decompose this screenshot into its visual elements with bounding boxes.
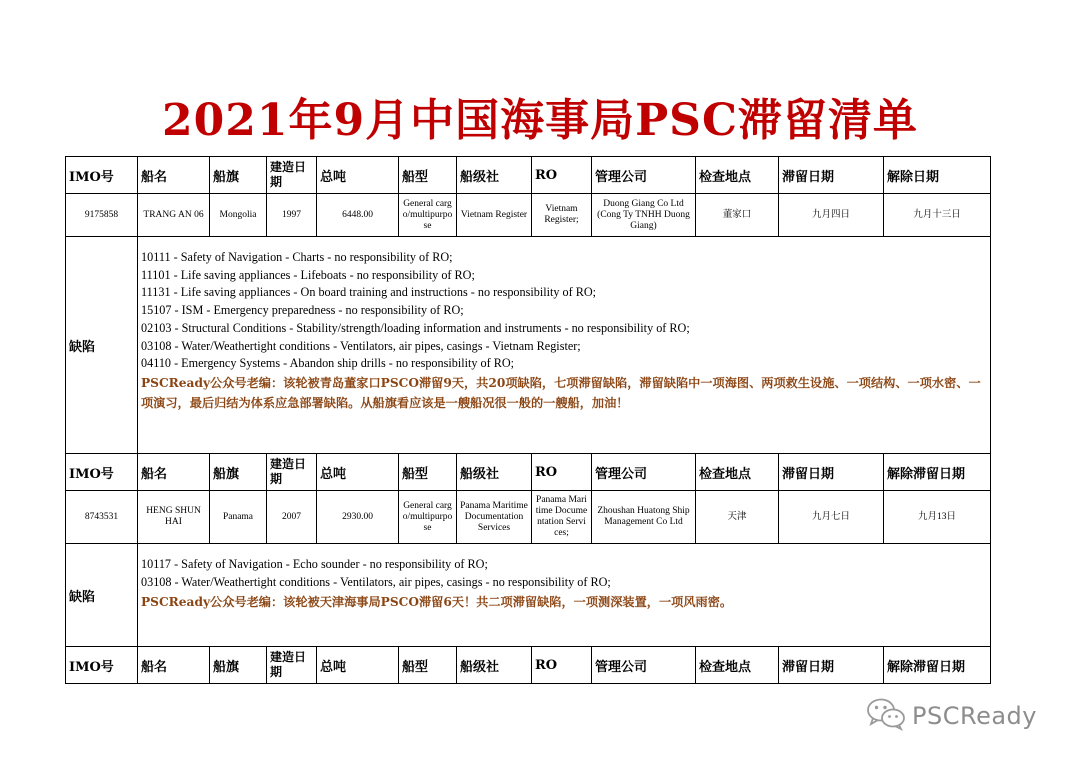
- ro-cell: Vietnam Register;: [532, 194, 592, 237]
- defect-label: 缺陷: [66, 237, 138, 454]
- detained-date-cell: 九月四日: [779, 194, 884, 237]
- header-cell: 船名: [138, 157, 210, 194]
- header-cell: 船名: [138, 454, 210, 491]
- flag-cell: Mongolia: [210, 194, 267, 237]
- defect-item: 11131 - Life saving appliances - On board training and instructions - no responsibility of RO;: [141, 285, 597, 300]
- header-cell: 船旗: [210, 454, 267, 491]
- header-cell: 船型: [399, 647, 457, 684]
- imo-cell: 9175858: [66, 194, 138, 237]
- ro-cell: Panama Maritime Documentation Services;: [532, 491, 592, 544]
- header-cell: 滞留日期: [779, 647, 884, 684]
- defects-cell: [138, 237, 991, 454]
- header-cell: 建造日期: [267, 647, 317, 684]
- header-cell: 建造日期: [267, 454, 317, 491]
- header-cell: 总吨: [317, 157, 399, 194]
- built-cell: 2007: [267, 491, 317, 544]
- class-cell: Panama Maritime Documentation Services: [457, 491, 532, 544]
- header-cell: RO: [532, 454, 592, 491]
- header-row: [66, 647, 991, 684]
- header-cell: 滞留日期: [779, 157, 884, 194]
- header-cell: 建造日期: [267, 157, 317, 194]
- defects-cell: [138, 544, 991, 647]
- released-date-cell: 九月十三日: [884, 194, 991, 237]
- defect-item: 10117 - Safety of Navigation - Echo sounder - no responsibility of RO;: [141, 557, 488, 572]
- header-cell: 管理公司: [592, 454, 696, 491]
- watermark-text: PSCReady: [912, 702, 1037, 730]
- header-cell: RO: [532, 647, 592, 684]
- header-cell: IMO号: [66, 454, 138, 491]
- detention-table: [65, 156, 991, 684]
- header-cell: 解除滞留日期: [884, 454, 991, 491]
- header-cell: 船级社: [457, 647, 532, 684]
- header-row: [66, 157, 991, 194]
- flag-cell: Panama: [210, 491, 267, 544]
- header-cell: 滞留日期: [779, 454, 884, 491]
- header-cell: 船旗: [210, 647, 267, 684]
- header-cell: 检查地点: [696, 454, 779, 491]
- defects-row: [66, 544, 991, 647]
- editor-note: PSCReady公众号老编：该轮被天津海事局PSCO滞留6天！共二项滞留缺陷，一项测深装置，一项风雨密。: [141, 594, 733, 609]
- detained-date-cell: 九月七日: [779, 491, 884, 544]
- company-cell: Zhoushan Huatong Ship Management Co Ltd: [592, 491, 696, 544]
- defect-item: 04110 - Emergency Systems - Abandon ship drills - no responsibility of RO;: [141, 356, 515, 371]
- defect-item: 15107 - ISM - Emergency preparedness - no responsibility of RO;: [141, 303, 464, 318]
- released-date-cell: 九月13日: [884, 491, 991, 544]
- header-cell: 检查地点: [696, 157, 779, 194]
- wechat-icon: [866, 697, 906, 736]
- imo-cell: 8743531: [66, 491, 138, 544]
- header-cell: 船旗: [210, 157, 267, 194]
- defect-item: 02103 - Structural Conditions - Stability/strength/loading information and instruments - no responsibility of RO;: [141, 320, 690, 335]
- header-cell: 船名: [138, 647, 210, 684]
- ship-name-cell: HENG SHUN HAI: [138, 491, 210, 544]
- page-title: 2021年9月中国海事局PSC滞留清单: [162, 95, 918, 146]
- place-cell: 天津: [696, 491, 779, 544]
- editor-note: PSCReady公众号老编：该轮被青岛董家口PSCO滞留9天，共20项缺陷，七项滞留缺陷，滞留缺陷中一项海图、两项救生设施、一项结构、一项水密、一项演习，最后归结为体系应急部署缺陷。从船旗看应该是一艘船况很一般的一艘船，加油！: [141, 376, 981, 411]
- built-cell: 1997: [267, 194, 317, 237]
- header-cell: 解除日期: [884, 157, 991, 194]
- defect-item: 11101 - Life saving appliances - Lifeboats - no responsibility of RO;: [141, 267, 475, 282]
- header-cell: 船级社: [457, 454, 532, 491]
- header-cell: 船型: [399, 157, 457, 194]
- header-cell: IMO号: [66, 647, 138, 684]
- defect-item: 03108 - Water/Weathertight conditions - Ventilators, air pipes, casings - no responsibility of RO;: [141, 575, 611, 589]
- header-cell: 船型: [399, 454, 457, 491]
- header-cell: 检查地点: [696, 647, 779, 684]
- header-cell: 管理公司: [592, 647, 696, 684]
- tonnage-cell: 6448.00: [317, 194, 399, 237]
- header-cell: 船级社: [457, 157, 532, 194]
- watermark: [866, 696, 1056, 736]
- ship-type-cell: General cargo/multipurpose: [399, 491, 457, 544]
- header-cell: 管理公司: [592, 157, 696, 194]
- header-row: [66, 454, 991, 491]
- ship-name-cell: TRANG AN 06: [138, 194, 210, 237]
- header-cell: 总吨: [317, 454, 399, 491]
- tonnage-cell: 2930.00: [317, 491, 399, 544]
- header-cell: 总吨: [317, 647, 399, 684]
- place-cell: 董家口: [696, 194, 779, 237]
- defect-item: 10111 - Safety of Navigation - Charts - no responsibility of RO;: [141, 249, 453, 264]
- defects-row: [66, 237, 991, 454]
- defect-item: 03108 - Water/Weathertight conditions - Ventilators, air pipes, casings - Vietnam Register;: [141, 338, 581, 353]
- header-cell: 解除滞留日期: [884, 647, 991, 684]
- ship-row: [66, 491, 991, 544]
- defect-label: 缺陷: [66, 544, 138, 647]
- ship-row: [66, 194, 991, 237]
- class-cell: Vietnam Register: [457, 194, 532, 237]
- header-cell: IMO号: [66, 157, 138, 194]
- ship-type-cell: General cargo/multipurpose: [399, 194, 457, 237]
- company-cell: Duong Giang Co Ltd (Cong Ty TNHH Duong Giang): [592, 194, 696, 237]
- header-cell: RO: [532, 157, 592, 194]
